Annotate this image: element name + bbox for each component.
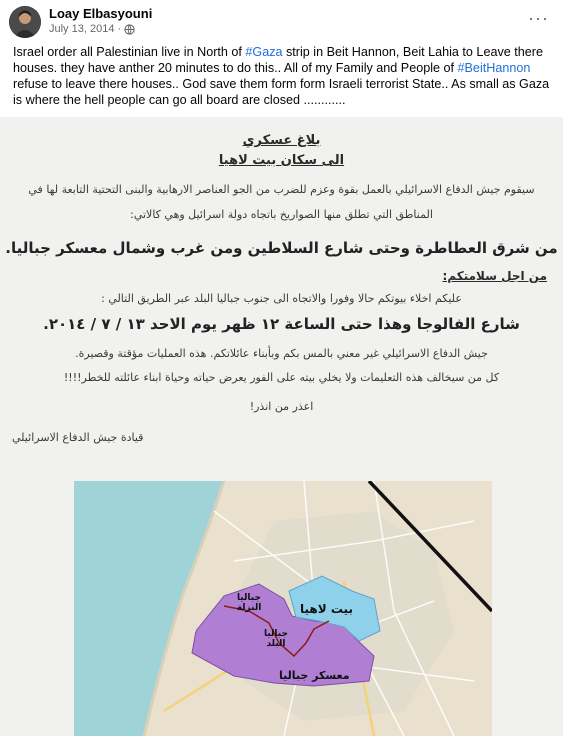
map-label-beit-lahia: بيت لاهيا [300, 602, 353, 616]
more-icon[interactable]: ··· [528, 8, 549, 28]
map-label-jabalia-balad: جباليا البلد [264, 629, 288, 649]
leaflet-image[interactable] [0, 117, 563, 736]
leaflet-line-5: شارع الفالوجا وهذا حتى الساعة ١٢ ظهر يوم الاحد ١٣ / ٧ / ٢٠١٤. [43, 315, 520, 333]
leaflet-line-2: المناطق التي تطلق منها الصواريخ باتجاه دولة اسرائيل وهي كالاتي: [130, 208, 433, 221]
leaflet-line-3: من شرق العطاطرة وحتى شارع السلاطين ومن غرب وشمال معسكر جباليا. [5, 239, 558, 257]
leaflet-line-6: جيش الدفاع الاسرائيلي غير معني بالمس بكم وبأبناء عائلاتكم. هذه العمليات مؤقتة وقصيرة. [75, 347, 488, 360]
globe-icon [124, 24, 135, 35]
post-text [13, 44, 553, 108]
leaflet-subtitle: الى سكان بيت لاهيا [218, 153, 345, 168]
leaflet-line-4: عليكم اخلاء بيوتكم حالا وفورا والاتجاه الى جنوب جباليا البلد عبر الطريق التالي : [101, 292, 462, 305]
meta-separator: · [117, 23, 122, 35]
post-text-part-3: refuse to leave there houses.. God save them form form Israeli terrorist State.. As small as Gaza is where the hell people can go all board are closed ............ [13, 77, 550, 107]
post-text-part-1: Israel order all Palestinian live in North of [13, 45, 246, 59]
author-name[interactable]: Loay Elbasyouni [49, 6, 153, 21]
leaflet-line-8: اعذر من انذر! [249, 400, 314, 413]
evacuation-map [74, 481, 492, 736]
leaflet-signature: قيادة جيش الدفاع الاسرائيلي [12, 431, 144, 444]
post-meta [49, 23, 135, 35]
avatar[interactable] [9, 6, 41, 38]
map-label-jabalia-nazla: جباليا النزلة [236, 593, 262, 613]
map-label-jabalia-camp: معسكر جباليا [279, 669, 350, 682]
post-text-part-2: strip in Beit Hannon, Beit Lahia to Leave there houses. they have anther 20 minutes to do this.. All of my Family and People of [13, 45, 543, 75]
leaflet-line-1: سيقوم جيش الدفاع الاسرائيلي بالعمل بقوة وعزم للضرب من الجو العناصر الارهابية والبنى التحتية التابعة لها في [28, 183, 535, 196]
leaflet-line-7: كل من سيخالف هذه التعليمات ولا يخلي بيته على الفور يعرض حياته وحياة ابناء عائلته للخطر!!!! [63, 371, 500, 384]
post-date[interactable]: July 13, 2014 [49, 23, 115, 35]
leaflet-heading-safety: من اجل سلامتكم: [442, 269, 547, 283]
hashtag-gaza[interactable]: #Gaza [245, 45, 283, 59]
leaflet-title: بلاغ عسكري [242, 133, 321, 148]
hashtag-beithannon[interactable]: #BeitHannon [457, 61, 531, 75]
post-header [0, 0, 563, 42]
